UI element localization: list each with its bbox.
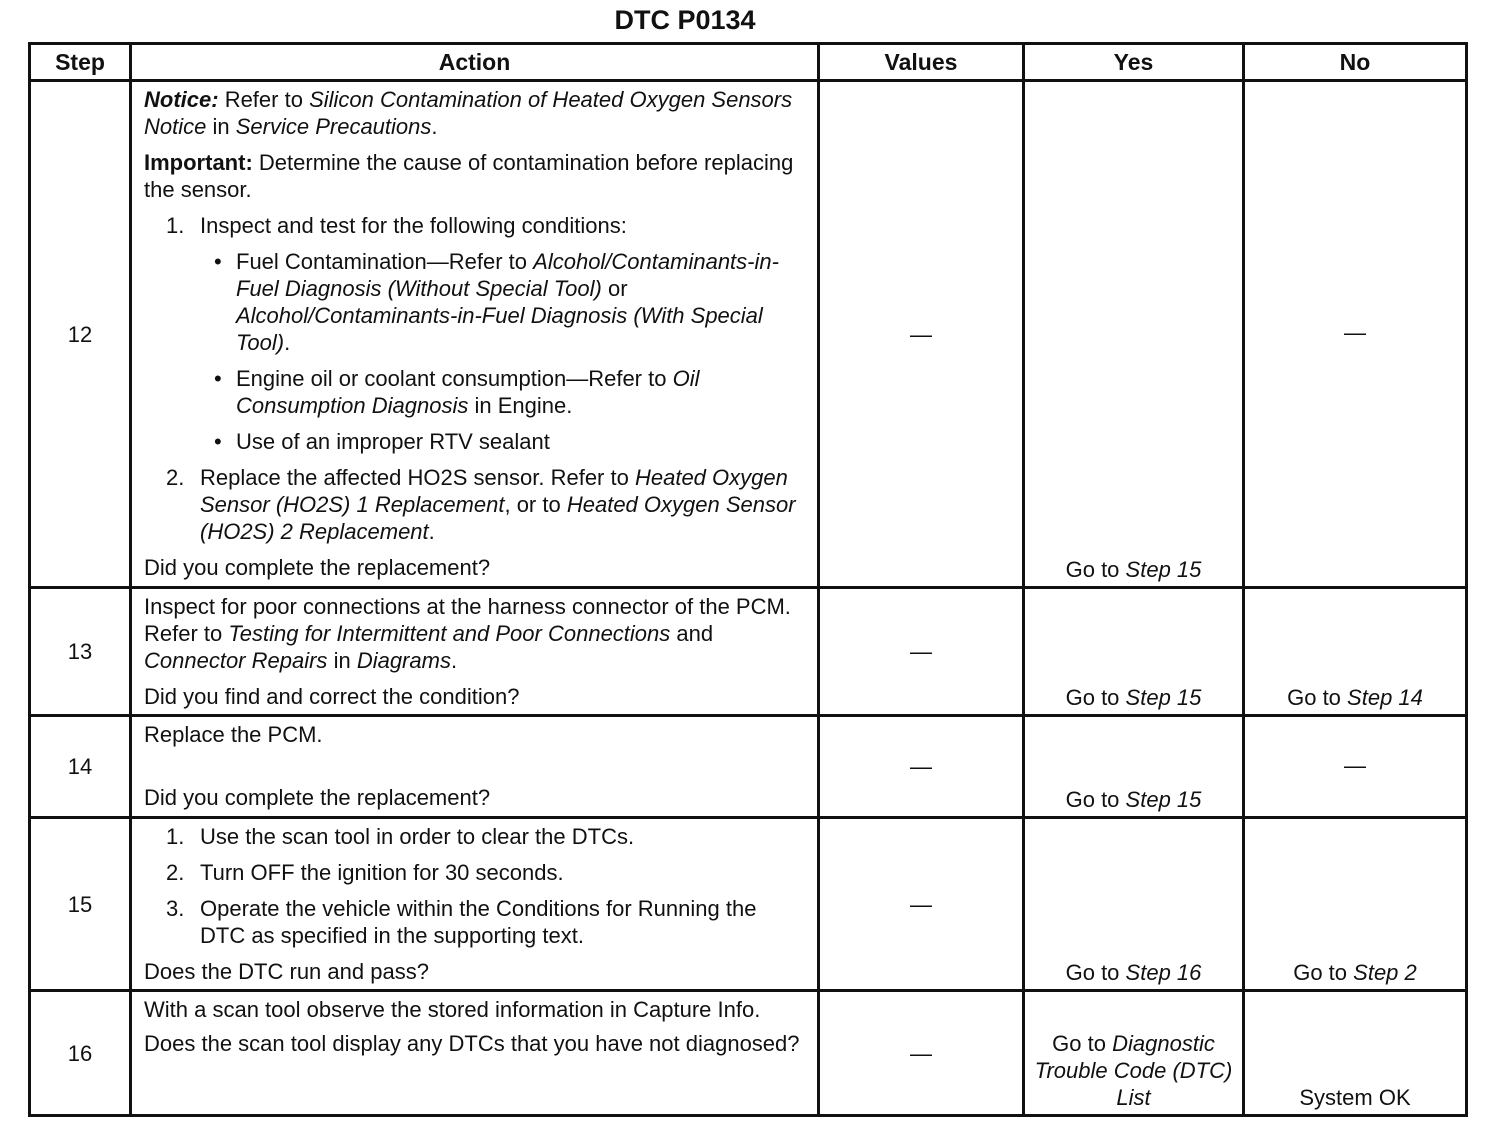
- no-cell: —: [1244, 81, 1467, 588]
- list-item: 2. Turn OFF the ignition for 30 seconds.: [166, 860, 564, 885]
- step-number: 16: [30, 991, 131, 1116]
- table-row-step-16: [30, 991, 1467, 1116]
- header-no: No: [1244, 44, 1467, 81]
- table-row-step-13: [30, 588, 1467, 716]
- header-yes: Yes: [1024, 44, 1244, 81]
- instruction: Inspect for poor connections at the harness connector of the PCM. Refer to Testing for Intermittent and Poor Connections and Connector Repairs in Diagrams.: [144, 594, 791, 673]
- action-cell: [131, 588, 819, 716]
- values-cell: —: [819, 81, 1024, 588]
- action-cell: [131, 991, 819, 1116]
- table-row-step-14: [30, 716, 1467, 818]
- table-row-step-15: [30, 818, 1467, 991]
- yes-cell: Go to Step 16: [1024, 818, 1244, 991]
- page-title: DTC P0134: [614, 5, 756, 35]
- question: Did you complete the replacement?: [144, 785, 491, 810]
- instruction: Replace the PCM.: [144, 722, 323, 747]
- values-cell: —: [819, 588, 1024, 716]
- values-cell: —: [819, 818, 1024, 991]
- list-item: 1. Inspect and test for the following conditions:: [166, 213, 627, 238]
- question: Did you complete the replacement?: [144, 555, 491, 580]
- list-item: 2. Replace the affected HO2S sensor. Refer to Heated Oxygen Sensor (HO2S) 1 Replacement, or to Heated Oxygen Sensor (HO2S) 2 Replacement.: [166, 465, 796, 544]
- yes-cell: Go to Diagnostic Trouble Code (DTC) List: [1024, 991, 1244, 1116]
- values-cell: —: [819, 716, 1024, 818]
- list-item: • Fuel Contamination—Refer to Alcohol/Contaminants-in-Fuel Diagnosis (Without Special Tool) or Alcohol/Contaminants-in-Fuel Diagnosis (With Special Tool).: [214, 249, 779, 355]
- yes-cell: Go to Step 15: [1024, 716, 1244, 818]
- question: Does the DTC run and pass?: [144, 959, 429, 984]
- list-item: • Engine oil or coolant consumption—Refer to Oil Consumption Diagnosis in Engine.: [214, 366, 700, 418]
- question: Did you find and correct the condition?: [144, 684, 520, 709]
- action-cell: [131, 716, 819, 818]
- step-number: 13: [30, 588, 131, 716]
- list-item: 1. Use the scan tool in order to clear the DTCs.: [166, 824, 635, 849]
- question: Does the scan tool display any DTCs that you have not diagnosed?: [144, 1031, 800, 1056]
- instruction: With a scan tool observe the stored information in Capture Info.: [144, 997, 761, 1022]
- yes-cell: Go to Step 15: [1024, 588, 1244, 716]
- header-step: Step: [30, 44, 131, 81]
- table-row-step-12: [30, 81, 1467, 588]
- action-cell: [131, 81, 819, 588]
- important-note: Important: Determine the cause of contamination before replacing the sensor.: [144, 150, 794, 202]
- header-values: Values: [819, 44, 1024, 81]
- step-number: 14: [30, 716, 131, 818]
- action-cell: [131, 818, 819, 991]
- notice: Notice: Refer to Silicon Contamination of Heated Oxygen Sensors Notice in Service Precautions.: [144, 87, 793, 139]
- no-cell: Go to Step 14: [1244, 588, 1467, 716]
- list-item: • Use of an improper RTV sealant: [214, 429, 550, 454]
- list-item: 3. Operate the vehicle within the Conditions for Running the DTC as specified in the supporting text.: [166, 896, 757, 948]
- values-cell: —: [819, 991, 1024, 1116]
- step-number: 15: [30, 818, 131, 991]
- no-cell: Go to Step 2: [1244, 818, 1467, 991]
- step-number: 12: [30, 81, 131, 588]
- header-row: [30, 44, 1467, 81]
- header-action: Action: [131, 44, 819, 81]
- dtc-table: [28, 42, 1468, 1117]
- no-cell: —: [1244, 716, 1467, 818]
- no-cell: System OK: [1244, 991, 1467, 1116]
- yes-cell: Go to Step 15: [1024, 81, 1244, 588]
